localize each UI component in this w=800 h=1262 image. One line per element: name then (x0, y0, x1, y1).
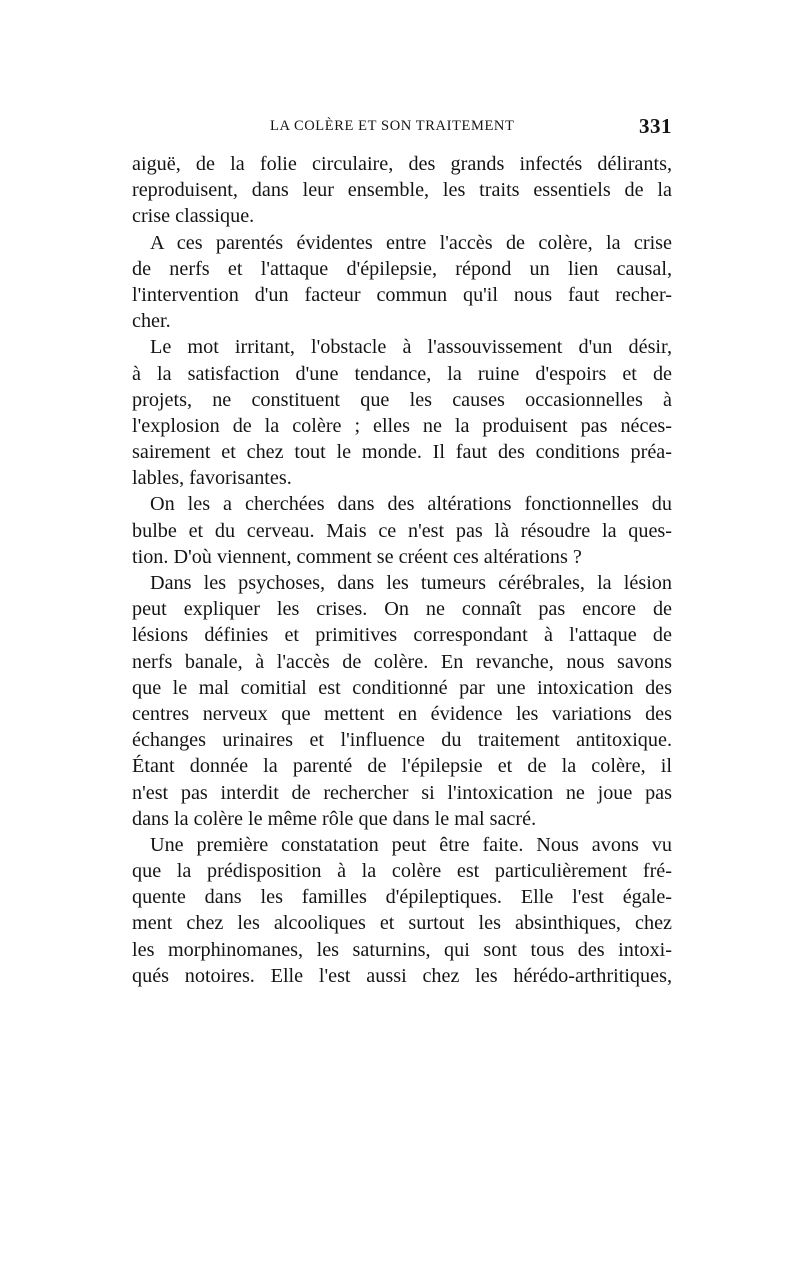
text-line: Une première constatation peut être faite. Nous avons vu (150, 833, 672, 856)
text-line: bulbe et du cerveau. Mais ce n'est pas là résoudre la ques- (132, 519, 672, 542)
text-line: crise classique. (132, 205, 255, 228)
text-line: de nerfs et l'attaque d'épilepsie, répond un lien causal, (132, 257, 672, 280)
text-line: lésions définies et primitives correspondant à l'attaque de (132, 624, 672, 647)
text-line: les morphinomanes, les saturnins, qui sont tous des intoxi- (132, 938, 672, 961)
text-line: quente dans les familles d'épileptiques. Elle l'est égale- (132, 886, 672, 909)
text-line: dans la colère le même rôle que dans le mal sacré. (132, 807, 537, 830)
text-line: centres nerveux que mettent en évidence les variations des (132, 702, 672, 725)
text-line: Le mot irritant, l'obstacle à l'assouvissement d'un désir, (150, 336, 672, 359)
text-line: échanges urinaires et l'influence du traitement antitoxique. (132, 729, 672, 752)
text-line: lables, favorisantes. (132, 467, 292, 490)
page-number: 331 (639, 114, 672, 138)
text-line: Dans les psychoses, dans les tumeurs cérébrales, la lésion (150, 572, 672, 594)
text-line: qués notoires. Elle l'est aussi chez les hérédo-arthritiques, (132, 964, 672, 987)
text-line: reproduisent, dans leur ensemble, les traits essentiels de la (132, 179, 672, 202)
text-line: cher. (132, 310, 171, 333)
body-text (132, 151, 672, 989)
text-line: aiguë, de la folie circulaire, des grands infectés délirants, (132, 153, 672, 175)
text-line: A ces parentés évidentes entre l'accès de colère, la crise (150, 231, 672, 254)
text-line: n'est pas interdit de rechercher si l'intoxication ne joue pas (132, 781, 672, 804)
text-line: l'explosion de la colère ; elles ne la produisent pas néces- (132, 414, 672, 437)
text-line: peut expliquer les crises. On ne connaît pas encore de (132, 598, 672, 621)
text-line: Étant donnée la parenté de l'épilepsie et de la colère, il (132, 755, 672, 778)
text-line: projets, ne constituent que les causes occasionnelles à (132, 388, 672, 411)
text-line: que le mal comitial est conditionné par une intoxication des (132, 676, 672, 699)
text-line: que la prédisposition à la colère est particulièrement fré- (132, 860, 672, 883)
text-line: à la satisfaction d'une tendance, la ruine d'espoirs et de (132, 362, 672, 385)
text-line: On les a cherchées dans des altérations fonctionnelles du (150, 493, 672, 516)
text-line: l'intervention d'un facteur commun qu'il nous faut recher- (132, 283, 672, 306)
text-line: tion. D'où viennent, comment se créent ces altérations ? (132, 545, 582, 568)
text-line: nerfs banale, à l'accès de colère. En revanche, nous savons (132, 650, 672, 673)
running-title: LA COLÈRE ET SON TRAITEMENT (270, 118, 515, 134)
text-line: sairement et chez tout le monde. Il faut des conditions préa- (132, 441, 672, 464)
text-line: ment chez les alcooliques et surtout les absinthiques, chez (132, 912, 672, 935)
running-head (132, 116, 672, 140)
